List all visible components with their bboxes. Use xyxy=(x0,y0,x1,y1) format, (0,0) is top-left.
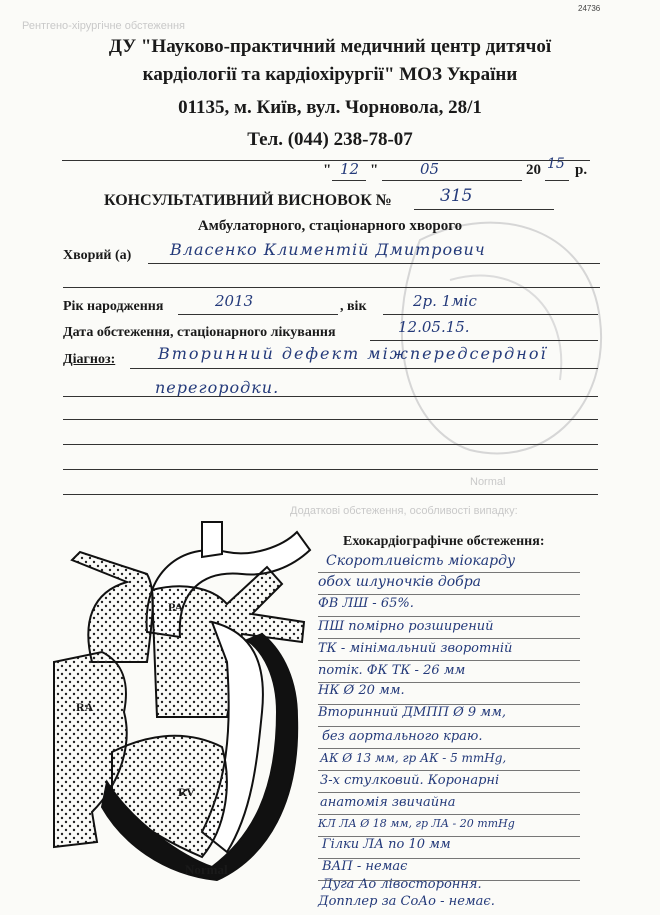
show-through-text: Додаткові обстеження, особливості випадку: xyxy=(290,505,518,517)
patient-label: Хворий (а) xyxy=(63,248,132,263)
institution-address: 01135, м. Київ, вул. Чорновола, 28/1 xyxy=(178,97,482,118)
echo-rule xyxy=(318,792,580,793)
diagnosis-line xyxy=(130,368,598,369)
document-subtitle: Амбулаторного, стаціонарного хворого xyxy=(197,218,463,234)
echo-rule xyxy=(318,594,580,595)
echo-line-4: ПШ помірно розширений xyxy=(318,619,494,634)
date-year-suffix: 15 xyxy=(547,156,565,172)
diagnosis-line xyxy=(63,419,598,420)
date-day-line xyxy=(332,180,366,181)
heart-diagram xyxy=(52,512,314,882)
echo-line-14: Гілки ЛА по 10 мм xyxy=(322,837,451,852)
vena-cava-shape xyxy=(72,552,153,662)
document-title: КОНСУЛЬТАТИВНИЙ ВИСНОВОК № xyxy=(104,192,392,209)
echo-line-9: без аортального краю. xyxy=(322,729,483,744)
echo-line-13: КЛ ЛА Ø 18 мм, гр ЛА - 20 mmHg xyxy=(318,817,515,830)
birth-year-label: Рік народження xyxy=(63,299,164,314)
echo-line-11: 3-х стулковий. Коронарні xyxy=(320,773,500,788)
echo-rule xyxy=(318,814,580,815)
institution-name-line1: ДУ "Науково-практичний медичний центр дитячої xyxy=(108,36,552,57)
patient-name: Власенко Климентій Дмитрович xyxy=(170,240,486,259)
diagnosis-line-2: перегородки. xyxy=(155,378,280,397)
date-close-quote: " xyxy=(370,162,379,178)
diagram-caption: Normal xyxy=(185,862,228,877)
diagnosis-line xyxy=(63,444,598,445)
patient-line xyxy=(148,263,600,264)
echo-rule xyxy=(318,748,580,749)
date-year-prefix: 20 xyxy=(526,162,541,178)
diagnosis-line xyxy=(63,494,598,495)
echo-line-1: Скоротливість міокарду xyxy=(326,553,516,569)
show-through-text: Normal xyxy=(470,476,506,488)
echo-rule xyxy=(318,726,580,727)
patient-line-2 xyxy=(63,287,600,288)
echo-rule xyxy=(318,770,580,771)
age-value: 2р. 1міс xyxy=(413,292,477,310)
echo-heading: Ехокардіографічне обстеження: xyxy=(343,534,545,549)
document-number: 24736 xyxy=(578,4,601,13)
label-pa: PA xyxy=(168,600,184,614)
echo-line-10: АК Ø 13 мм, гр АК - 5 mmHg, xyxy=(320,751,507,765)
echo-line-12: анатомія звичайна xyxy=(320,795,456,810)
birth-year-line xyxy=(178,314,338,315)
date-year-line xyxy=(545,180,569,181)
echo-line-7: НК Ø 20 мм. xyxy=(318,683,405,698)
echo-line-15: ВАП - немає xyxy=(322,859,408,874)
echo-rule xyxy=(318,572,580,573)
diagnosis-line-1: Вторинний дефект міжпередсердної xyxy=(158,344,548,363)
echo-line-16: Дуга Ао лівостороння. xyxy=(322,877,482,892)
echo-line-5: ТК - мінімальний зворотній xyxy=(318,641,513,656)
echo-line-17: Допплер за СоАо - немає. xyxy=(318,894,495,909)
conclusion-number-line xyxy=(414,209,554,210)
diagnosis-line xyxy=(63,396,598,397)
diagnosis-line xyxy=(63,469,598,470)
exam-date-value: 12.05.15. xyxy=(398,318,470,336)
echo-line-6: потік. ФК ТК - 26 мм xyxy=(318,663,466,678)
echo-line-8: Вторинний ДМПП Ø 9 мм, xyxy=(318,705,506,720)
date-month: 05 xyxy=(420,160,440,178)
date-open-quote: " xyxy=(323,162,332,178)
echo-line-3: ФВ ЛШ - 65%. xyxy=(318,596,414,611)
birth-year-value: 2013 xyxy=(215,292,254,310)
label-rv: RV xyxy=(178,785,195,799)
echo-rule xyxy=(318,660,580,661)
age-line xyxy=(383,314,598,315)
exam-date-label: Дата обстеження, стаціонарного лікування xyxy=(63,325,336,340)
diagnosis-label: Діагноз: xyxy=(63,352,116,367)
institution-phone: Тел. (044) 238-78-07 xyxy=(247,129,413,150)
exam-date-line xyxy=(370,340,598,341)
date-year-unit: р. xyxy=(575,162,588,178)
aortic-branch-shape xyxy=(202,522,222,557)
date-day: 12 xyxy=(340,160,360,178)
echo-rule xyxy=(318,638,580,639)
header-separator xyxy=(62,160,590,161)
echo-rule xyxy=(318,616,580,617)
label-ra: RA xyxy=(76,700,94,714)
conclusion-number: 315 xyxy=(440,186,473,206)
show-through-text: Рентгено-хірургічне обстеження xyxy=(22,20,185,32)
date-month-line xyxy=(382,180,522,181)
echo-line-2: обох шлуночків добра xyxy=(318,574,481,590)
institution-name-line2: кардіології та кардіохірургії" МОЗ України xyxy=(142,64,518,85)
age-label: , вік xyxy=(340,299,367,314)
